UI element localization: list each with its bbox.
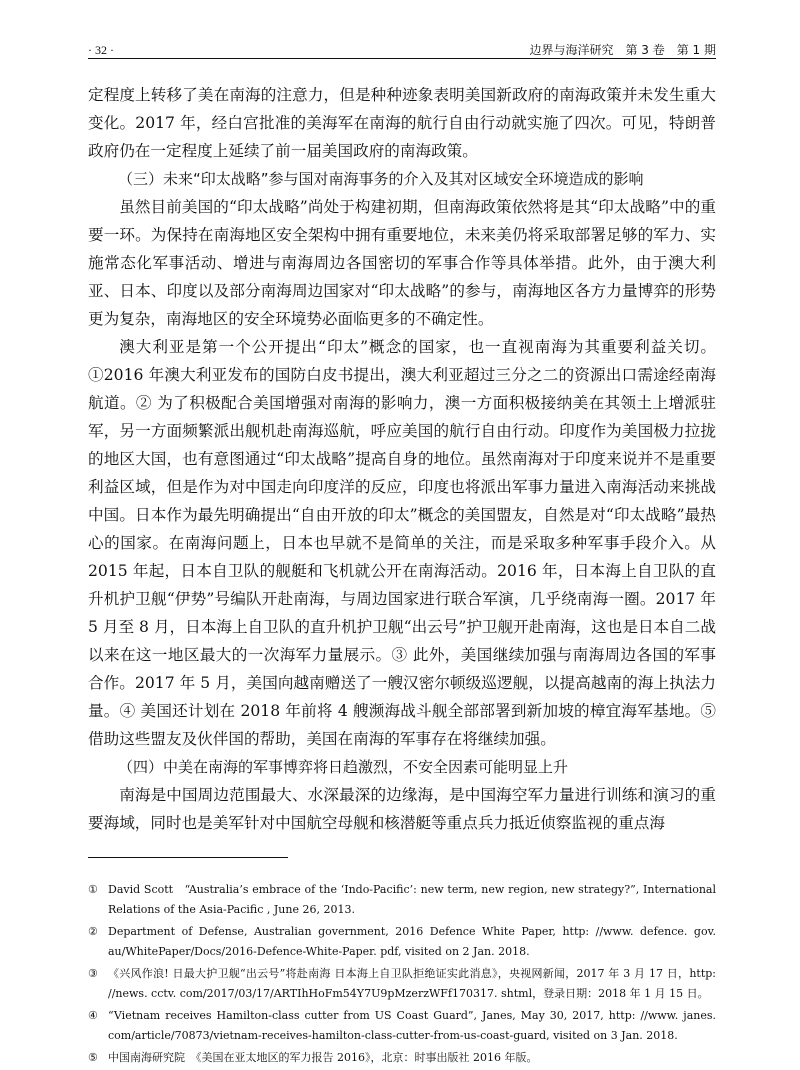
footnote-marker: ① bbox=[88, 883, 98, 896]
section-heading: （三）未来“印太战略”参与国对南海事务的介入及其对区域安全环境造成的影响 bbox=[118, 170, 644, 188]
footnote bbox=[88, 1048, 716, 1068]
paragraph: 澳大利亚是第一个公开提出“印太”概念的国家，也一直视南海为其重要利益关切。①2016 年澳大利亚发布的国防白皮书提出，澳大利亚超过三分之二的资源出口需途经南海航道。② 为了积极配合美国增强对南海的影响力，澳一方面积极接纳美在其领土上增派驻军，另一方面频繁派出舰机赴南海巡航，呼应美国的航行自由行动。印度作为美国极力拉拢的地区大国，也有意图通过“印太战略”提高自身的地位。虽然南海对于印度来说并不是重要利益区域，但是作为对中国走向印度洋的反应，印度也将派出军事力量进入南海活动来挑战中国。日本作为最先明确提出“自由开放的印太”概念的美国盟友，自然是对“印太战略”最热心的国家。在南海问题上，日本也早就不是简单的关注，而是采取多种军事手段介入。从 2015 年起，日本自卫队的舰艇和飞机就公开在南海活动。2016 年，日本海上自卫队的直升机护卫舰“伊势”号编队开赴南海，与周边国家进行联合军演，几乎绕南海一圈。2017 年 5 月至 8 月，日本海上自卫队的直升机护卫舰“出云号”护卫舰开赴南海，这也是日本自二战以来在这一地区最大的一次海军力量展示。③ 此外，美国继续加强与南海周边各国的军事合作。2017 年 5 月，美国向越南赠送了一艘汉密尔顿级巡逻舰，以提高越南的海上执法力量。④ 美国还计划在 2018 年前将 4 艘濒海战斗舰全部部署到新加坡的樟宜海军基地。⑤ 借助这些盟友及伙伴国的帮助，美国在南海的军事存在将继续加强。 bbox=[88, 338, 716, 748]
footnote bbox=[88, 1006, 716, 1046]
footnote-text: 中国南海研究院 《美国在亚太地区的军力报告 2016》，北京：时事出版社 2016 年版。 bbox=[108, 1051, 538, 1064]
footnote-marker: ③ bbox=[88, 967, 98, 980]
running-header bbox=[88, 36, 716, 59]
page bbox=[88, 36, 716, 1070]
footnote-marker: ④ bbox=[88, 1009, 98, 1022]
journal-title: 边界与海洋研究 第 3 卷 第 1 期 bbox=[529, 43, 716, 57]
footnotes bbox=[88, 880, 716, 1068]
footnote-divider bbox=[88, 857, 288, 858]
section-heading: （四）中美在南海的军事博弈将日趋激烈，不安全因素可能明显上升 bbox=[118, 758, 569, 776]
footnote bbox=[88, 964, 716, 1004]
footnote bbox=[88, 922, 716, 962]
page-number: · 32 · bbox=[88, 43, 114, 57]
paragraph: 虽然目前美国的“印太战略”尚处于构建初期，但南海政策依然将是其“印太战略”中的重要一环。为保持在南海地区安全架构中拥有重要地位，未来美仍将采取部署足够的军力、实施常态化军事活动、增进与南海周边各国密切的军事合作等具体举措。此外，由于澳大利亚、日本、印度以及部分南海周边国家对“印太战略”的参与，南海地区各方力量博弈的形势更为复杂，南海地区的安全环境势必面临更多的不确定性。 bbox=[88, 198, 716, 328]
footnote bbox=[88, 880, 716, 920]
footnote-marker: ⑤ bbox=[88, 1051, 98, 1064]
footnote-text: David Scott “Australia’s embrace of the ‘Indo-Pacific’: new term, new region, new strategy?”, International Relations of the Asia-Pacific , June 26, 2013. bbox=[108, 883, 716, 916]
footnote-text: “Vietnam receives Hamilton-class cutter from US Coast Guard”, Janes, May 30, 2017, http: //www. janes. com/article/70873/vietnam-receives-hamilton-class-cutter-from-us-coast-guard, visited on 3 Jan. 2018. bbox=[108, 1009, 716, 1042]
paragraph: 定程度上转移了美在南海的注意力，但是种种迹象表明美国新政府的南海政策并未发生重大变化。2017 年，经白宫批准的美海军在南海的航行自由行动就实施了四次。可见，特朗普政府仍在一定程度上延续了前一届美国政府的南海政策。 bbox=[88, 86, 716, 160]
footnote-text: Department of Defense, Australian government, 2016 Defence White Paper, http: //www. defence. gov. au/WhitePaper/Docs/2016-Defence-White-Paper. pdf, visited on 2 Jan. 2018. bbox=[108, 925, 716, 958]
footnote-text: 《兴风作浪! 日最大护卫舰“出云号”将赴南海 日本海上自卫队拒绝证实此消息》，央视网新闻，2017 年 3 月 17 日，http: //news. cctv. com/2017/03/17/ARTIhHoFm54Y7U9pMzerzWFf170317. shtml，登录日期：2018 年 1 月 15 日。 bbox=[108, 967, 716, 1000]
footnote-marker: ② bbox=[88, 925, 98, 938]
paragraph: 南海是中国周边范围最大、水深最深的边缘海，是中国海空军力量进行训练和演习的重要海域，同时也是美军针对中国航空母舰和核潜艇等重点兵力抵近侦察监视的重点海 bbox=[88, 786, 716, 832]
article-body bbox=[88, 81, 716, 837]
